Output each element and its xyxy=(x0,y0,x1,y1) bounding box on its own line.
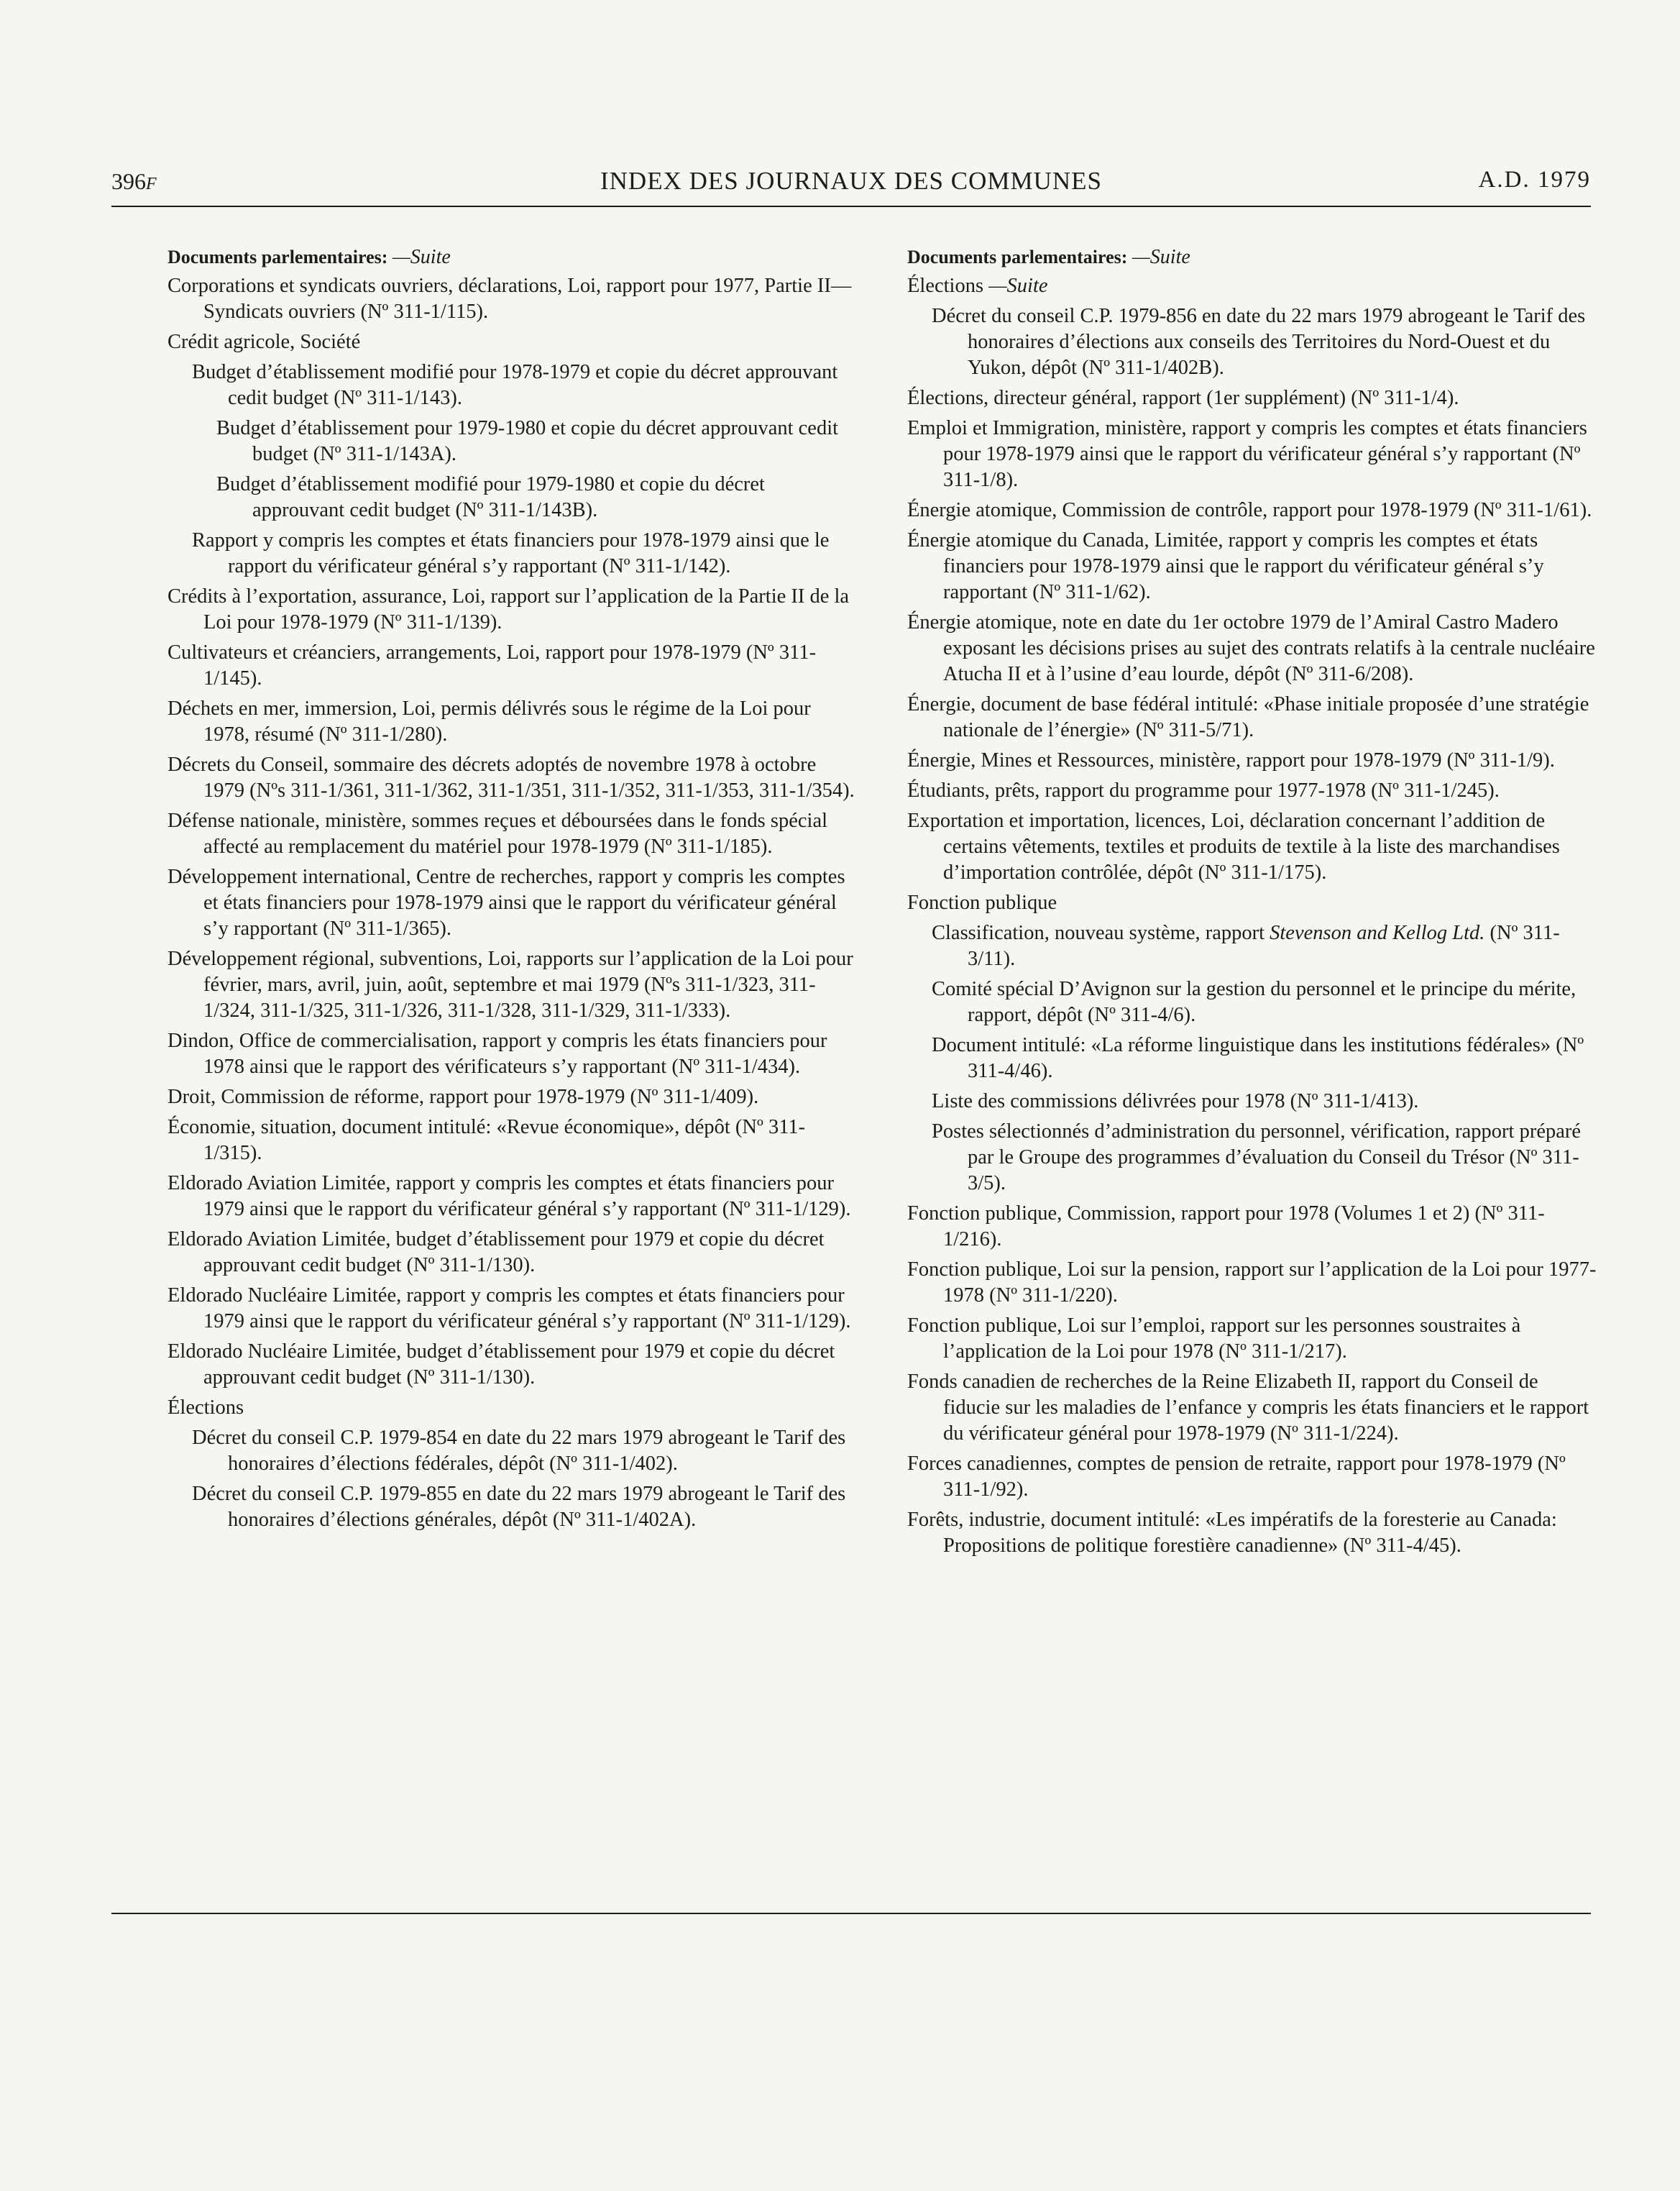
index-entry: Décrets du Conseil, sommaire des décrets adoptés de novembre 1978 à octobre 1979 (Nºs 311-1/361, 311-1/362, 311-1/351, 311-1/352, 311-1/353, 311-1/354). xyxy=(167,754,855,802)
index-entry-text: Élections xyxy=(907,275,984,297)
section-heading-suite: —Suite xyxy=(1132,246,1190,268)
index-subentry-number: (Nº 311-3/11). xyxy=(968,922,1560,970)
index-subentry: Décret du conseil C.P. 1979-854 en date du 22 mars 1979 abrogeant le Tarif des honoraires d’élections fédérales, dépôt (Nº 311-1/402). xyxy=(192,1427,846,1475)
index-entry: Droit, Commission de réforme, rapport pour 1978-1979 (Nº 311-1/409). xyxy=(167,1086,759,1108)
index-entry: Économie, situation, document intitulé: «Revue économique», dépôt (Nº 311-1/315). xyxy=(167,1116,806,1164)
index-entry: Crédits à l’exportation, assurance, Loi, rapport sur l’application de la Partie II de la Loi pour 1978-1979 (Nº 311-1/139). xyxy=(167,585,850,633)
index-entry: Corporations et syndicats ouvriers, déclarations, Loi, rapport pour 1977, Partie II—Syndicats ouvriers (Nº 311-1/115). xyxy=(167,275,852,323)
section-heading xyxy=(907,244,1597,270)
index-subentry-italic: Stevenson and Kellog Ltd. xyxy=(1270,922,1485,944)
index-entry: Eldorado Nucléaire Limitée, rapport y compris les comptes et états financiers pour 1979 ainsi que le rapport du vérificateur général s’y rapportant (Nº 311-1/129). xyxy=(167,1284,851,1332)
index-entry: Défense nationale, ministère, sommes reçues et déboursées dans le fonds spécial affecté au remplacement du matériel pour 1978-1979 (Nº 311-1/185). xyxy=(167,810,828,858)
index-subentry: Rapport y compris les comptes et états financiers pour 1978-1979 ainsi que le rapport du vérificateur général s’y rapportant (Nº 311-1/142). xyxy=(192,529,830,577)
index-entry: Développement régional, subventions, Loi, rapports sur l’application de la Loi pour février, mars, avril, juin, août, septembre et mai 1979 (Nºs 311-1/323, 311-1/324, 311-1/325, 311-1/326, 311-1/328, 311-1/329, 311-1/333). xyxy=(167,948,853,1022)
running-year: A.D. 1979 xyxy=(1478,167,1591,193)
index-entry: Énergie, Mines et Ressources, ministère, rapport pour 1978-1979 (Nº 311-1/9). xyxy=(907,749,1555,772)
section-heading-text: Documents parlementaires: xyxy=(907,247,1128,267)
index-subentry: Budget d’établissement modifié pour 1979-1980 et copie du décret approuvant cedit budget (Nº 311-1/143B). xyxy=(216,473,765,521)
index-entry: Cultivateurs et créanciers, arrangements, Loi, rapport pour 1978-1979 (Nº 311-1/145). xyxy=(167,641,817,690)
index-entry: Eldorado Aviation Limitée, budget d’établissement pour 1979 et copie du décret approuvant cedit budget (Nº 311-1/130). xyxy=(167,1228,825,1276)
footer-divider xyxy=(111,1913,1591,1914)
index-entry: Déchets en mer, immersion, Loi, permis délivrés sous le régime de la Loi pour 1978, résumé (Nº 311-1/280). xyxy=(167,697,811,746)
index-entry: Énergie, document de base fédéral intitulé: «Phase initiale proposée d’une stratégie nationale de l’énergie» (Nº 311-5/71). xyxy=(907,693,1589,741)
index-entry: Fonction publique xyxy=(907,892,1057,914)
index-subentry: Décret du conseil C.P. 1979-856 en date du 22 mars 1979 abrogeant le Tarif des honoraires d’élections aux conseils des Territoires du Nord-Ouest et du Yukon, dépôt (Nº 311-1/402B). xyxy=(932,305,1586,379)
index-entry: Énergie atomique, note en date du 1er octobre 1979 de l’Amiral Castro Madero exposant les décisions prises au sujet des contrats relatifs à la centrale nucléaire Atucha II et à l’usine d’eau lourde, dépôt (Nº 311-6/208). xyxy=(907,611,1595,685)
section-heading xyxy=(167,244,858,270)
right-column xyxy=(907,244,1597,1563)
index-entry: Énergie atomique, Commission de contrôle, rapport pour 1978-1979 (Nº 311-1/61). xyxy=(907,499,1592,521)
index-subentry-text: Classification, nouveau système, rapport xyxy=(932,922,1270,944)
index-subentry: Liste des commissions délivrées pour 1978 (Nº 311-1/413). xyxy=(932,1090,1419,1112)
section-heading-text: Documents parlementaires: xyxy=(167,247,388,267)
index-entry: Forces canadiennes, comptes de pension de retraite, rapport pour 1978-1979 (Nº 311-1/92). xyxy=(907,1453,1566,1501)
index-subentry: Document intitulé: «La réforme linguistique dans les institutions fédérales» (Nº 311-4/46). xyxy=(932,1034,1584,1082)
index-subentry: Décret du conseil C.P. 1979-855 en date du 22 mars 1979 abrogeant le Tarif des honoraires d’élections générales, dépôt (Nº 311-1/402A). xyxy=(192,1483,846,1531)
index-entry: Développement international, Centre de recherches, rapport y compris les comptes et états financiers pour 1978-1979 ainsi que le rapport du vérificateur général s’y rapportant (Nº 311-1/365). xyxy=(167,866,845,940)
index-subentry: Postes sélectionnés d’administration du personnel, vérification, rapport préparé par le Groupe des programmes d’évaluation du Conseil du Trésor (Nº 311-3/5). xyxy=(932,1120,1582,1194)
index-entry: Fonds canadien de recherches de la Reine Elizabeth II, rapport du Conseil de fiducie sur les maladies de l’enfance y compris les états financiers et le rapport du vérificateur général pour 1978-1979 (Nº 311-1/224). xyxy=(907,1371,1589,1445)
index-entry: Emploi et Immigration, ministère, rapport y compris les comptes et états financiers pour 1978-1979 ainsi que le rapport du vérificateur général s’y rapportant (Nº 311-1/8). xyxy=(907,417,1587,491)
index-subentry: Comité spécial D’Avignon sur la gestion du personnel et le principe du mérite, rapport, dépôt (Nº 311-4/6). xyxy=(932,978,1576,1026)
index-entry: Étudiants, prêts, rapport du programme pour 1977-1978 (Nº 311-1/245). xyxy=(907,779,1500,802)
left-column xyxy=(167,244,858,1537)
index-entry: Dindon, Office de commercialisation, rapport y compris les états financiers pour 1978 ainsi que le rapport des vérificateurs s’y rapportant (Nº 311-1/434). xyxy=(167,1030,827,1078)
section-heading-suite: —Suite xyxy=(392,246,451,268)
index-entry: Forêts, industrie, document intitulé: «Les impératifs de la foresterie au Canada: Propositions de politique forestière canadienne» (Nº 311-4/45). xyxy=(907,1509,1557,1557)
index-entry: Fonction publique, Loi sur l’emploi, rapport sur les personnes soustraites à l’application de la Loi pour 1978 (Nº 311-1/217). xyxy=(907,1314,1521,1363)
index-subentry xyxy=(932,920,1597,972)
index-entry: Crédit agricole, Société xyxy=(167,331,361,353)
running-title: INDEX DES JOURNAUX DES COMMUNES xyxy=(600,167,1102,195)
index-entry: Élections xyxy=(167,1396,244,1419)
index-entry: Eldorado Aviation Limitée, rapport y compris les comptes et états financiers pour 1979 ainsi que le rapport du vérificateur général s’y rapportant (Nº 311-1/129). xyxy=(167,1172,851,1220)
index-entry: Eldorado Nucléaire Limitée, budget d’établissement pour 1979 et copie du décret approuvant cedit budget (Nº 311-1/130). xyxy=(167,1340,835,1389)
index-entry: Élections, directeur général, rapport (1er supplément) (Nº 311-1/4). xyxy=(907,387,1459,409)
index-entry xyxy=(907,273,1597,299)
index-subentry: Budget d’établissement modifié pour 1978-1979 et copie du décret approuvant cedit budget (Nº 311-1/143). xyxy=(192,361,838,409)
index-subentry: Budget d’établissement pour 1979-1980 et copie du décret approuvant cedit budget (Nº 311-1/143A). xyxy=(216,417,839,465)
page-number-suffix: F xyxy=(146,175,157,193)
index-entry: Exportation et importation, licences, Loi, déclaration concernant l’addition de certains vêtements, textiles et produits de textile à la liste des marchandises d’importation contrôlée, dépôt (Nº 311-1/175). xyxy=(907,810,1560,884)
index-entry-suite: —Suite xyxy=(988,275,1048,297)
index-entry: Énergie atomique du Canada, Limitée, rapport y compris les comptes et états financiers pour 1978-1979 ainsi que le rapport du vérificateur général s’y rapportant (Nº 311-1/62). xyxy=(907,529,1544,603)
index-entry: Fonction publique, Commission, rapport pour 1978 (Volumes 1 et 2) (Nº 311-1/216). xyxy=(907,1202,1545,1250)
page-header xyxy=(111,163,1591,207)
page-number-value: 396 xyxy=(111,168,146,194)
index-entry: Fonction publique, Loi sur la pension, rapport sur l’application de la Loi pour 1977-1978 (Nº 311-1/220). xyxy=(907,1258,1597,1307)
